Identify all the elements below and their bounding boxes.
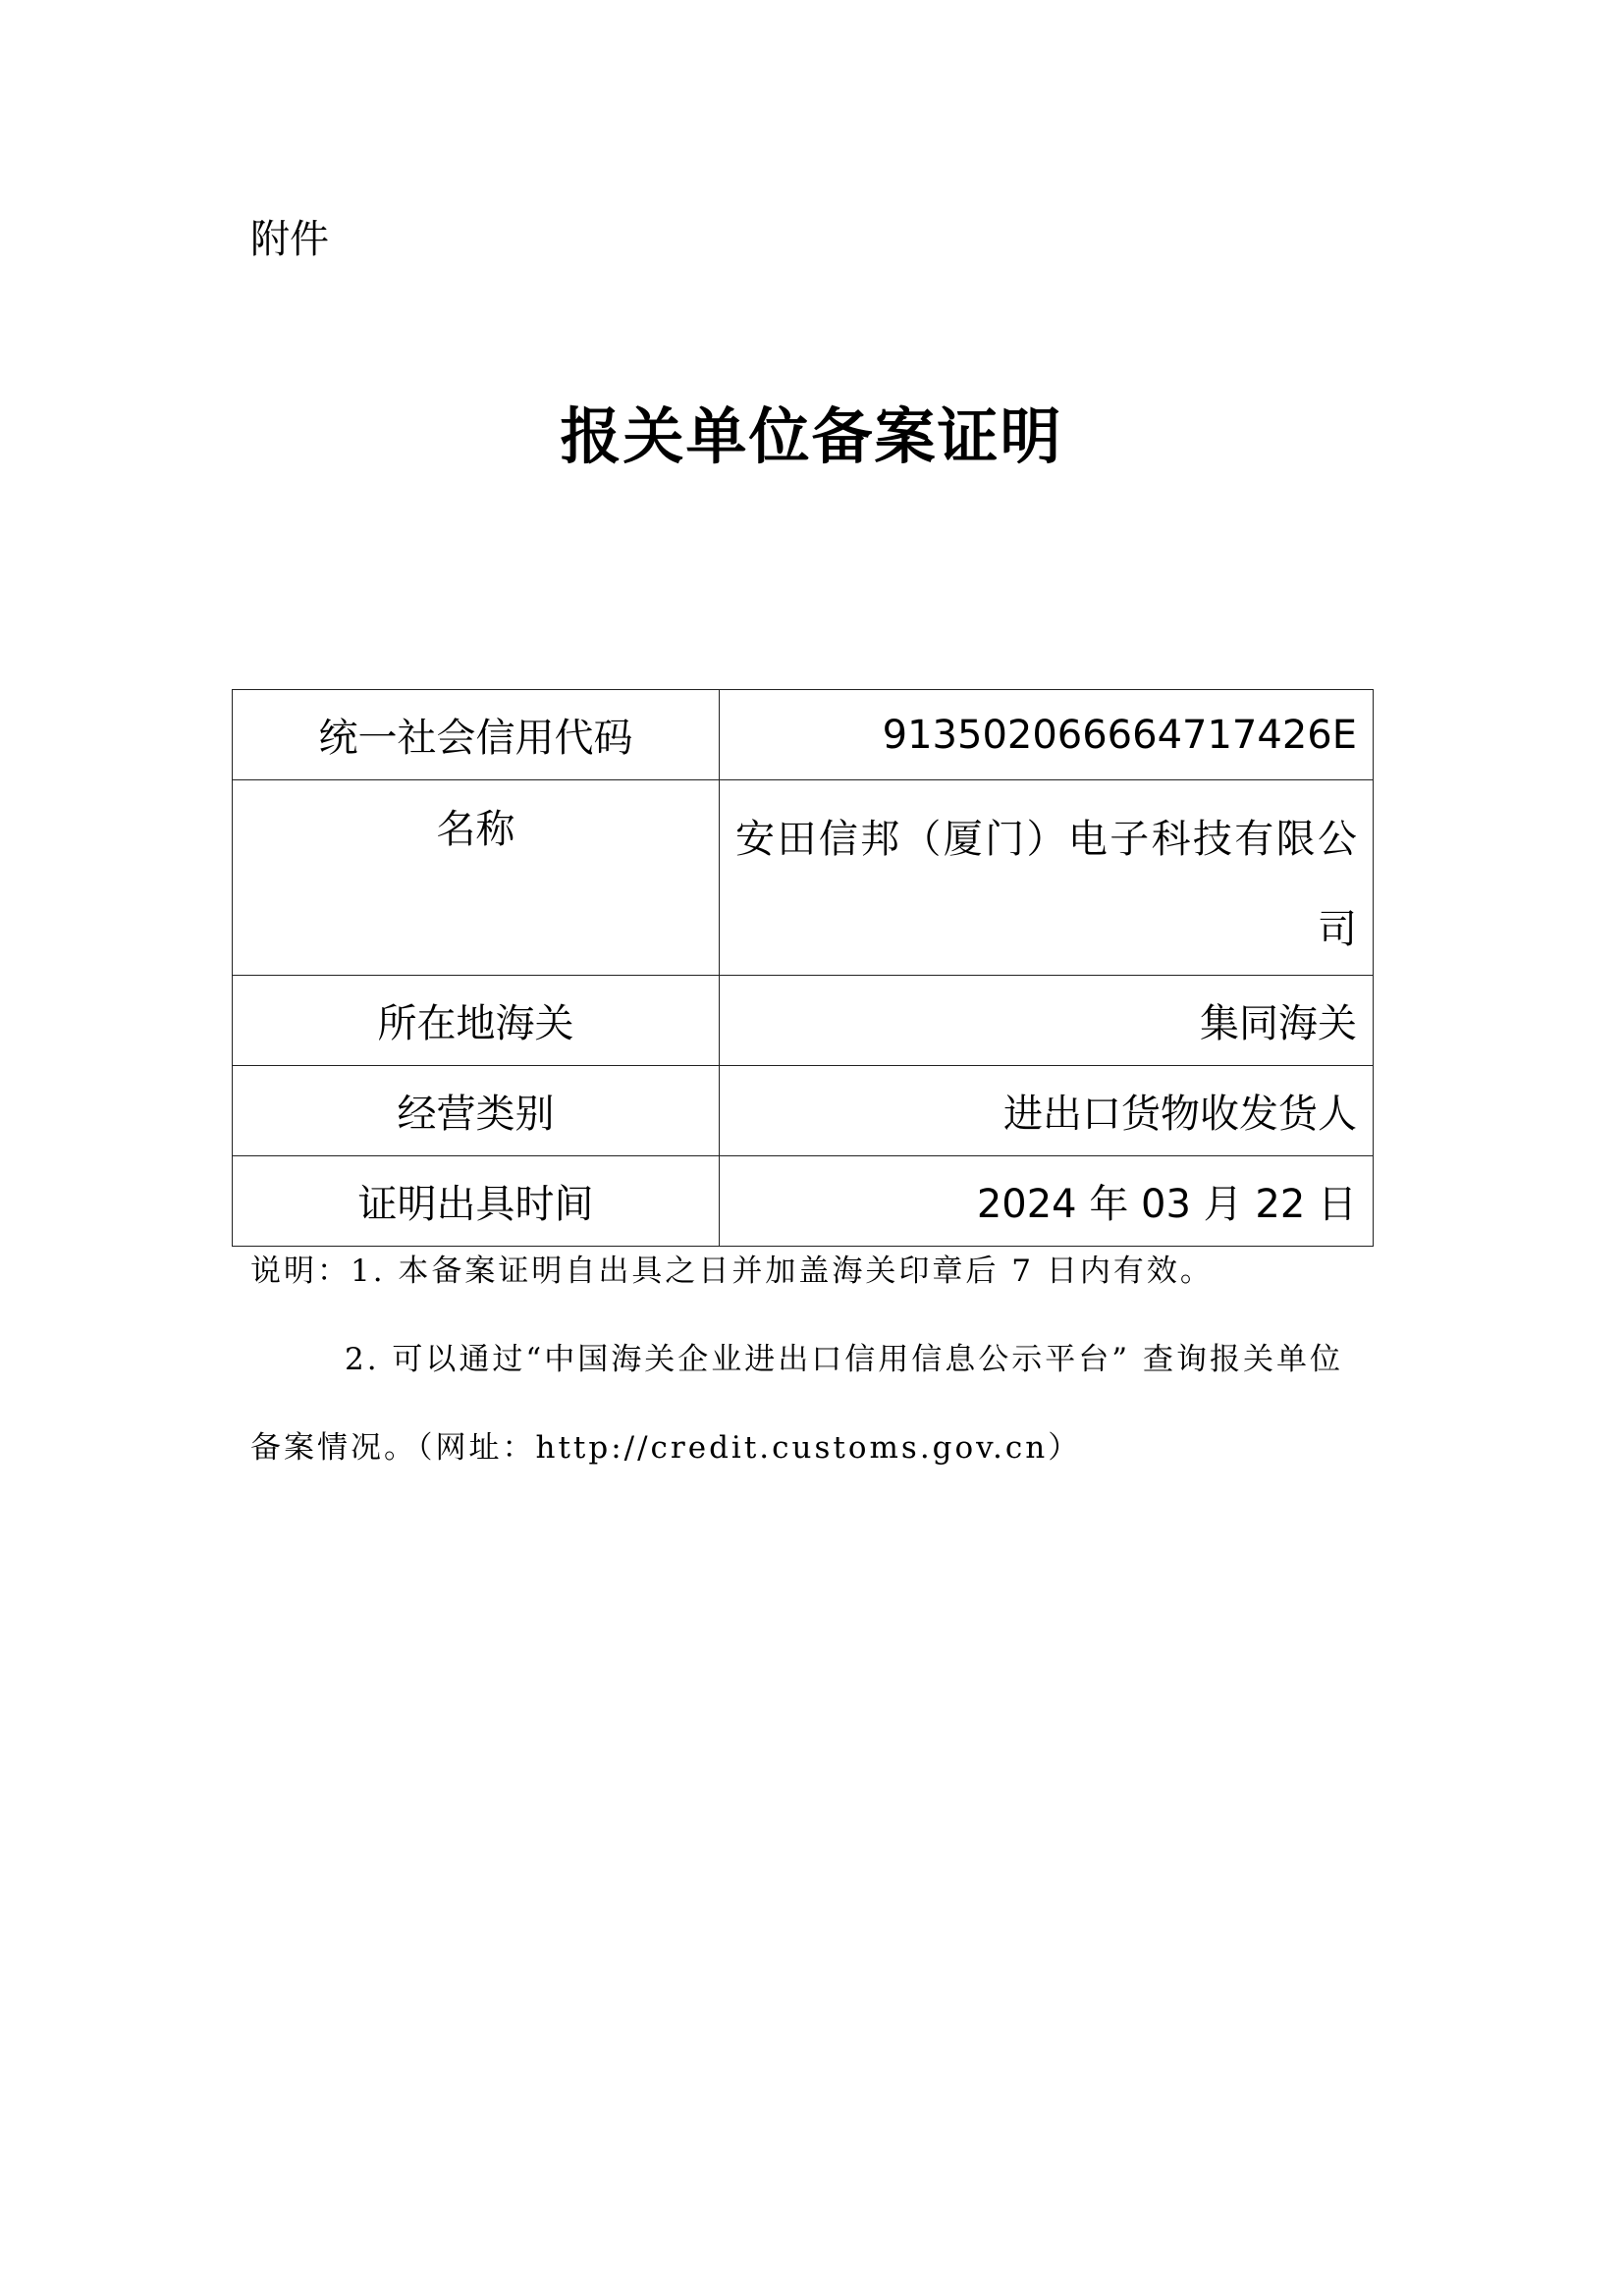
table-row-name <box>233 780 1374 976</box>
notes-section <box>250 1249 1365 1470</box>
credit-code-label: 统一社会信用代码 <box>233 690 720 780</box>
issue-date-label: 证明出具时间 <box>233 1156 720 1247</box>
note-line-1: 说明：1. 本备案证明自出具之日并加盖海关印章后 7 日内有效。 <box>250 1254 1214 1289</box>
business-type-label: 经营类别 <box>233 1066 720 1156</box>
name-value: 安田信邦（厦门）电子科技有限公司 <box>735 817 1357 952</box>
table-row-business-type <box>233 1066 1374 1156</box>
issue-date-value: 2024 年 03 月 22 日 <box>720 1156 1374 1247</box>
table-row-customs <box>233 976 1374 1066</box>
customs-label: 所在地海关 <box>233 976 720 1066</box>
note-line-2: 2. 可以通过“中国海关企业进出口信用信息公示平台” 查询报关单位 <box>345 1342 1343 1377</box>
page-title: 报关单位备案证明 <box>560 400 1063 472</box>
customs-value: 集同海关 <box>720 976 1374 1066</box>
name-value-cell <box>720 780 1374 976</box>
name-label: 名称 <box>233 780 720 976</box>
table-row-credit-code <box>233 690 1374 780</box>
business-type-value: 进出口货物收发货人 <box>720 1066 1374 1156</box>
certificate-table <box>232 689 1374 1247</box>
table-row-issue-date <box>233 1156 1374 1247</box>
credit-code-value: 913502066664717426E <box>720 690 1374 780</box>
attachment-label: 附件 <box>250 217 329 262</box>
note-line-3: 备案情况。（网址：http://credit.customs.gov.cn） <box>250 1430 1082 1466</box>
